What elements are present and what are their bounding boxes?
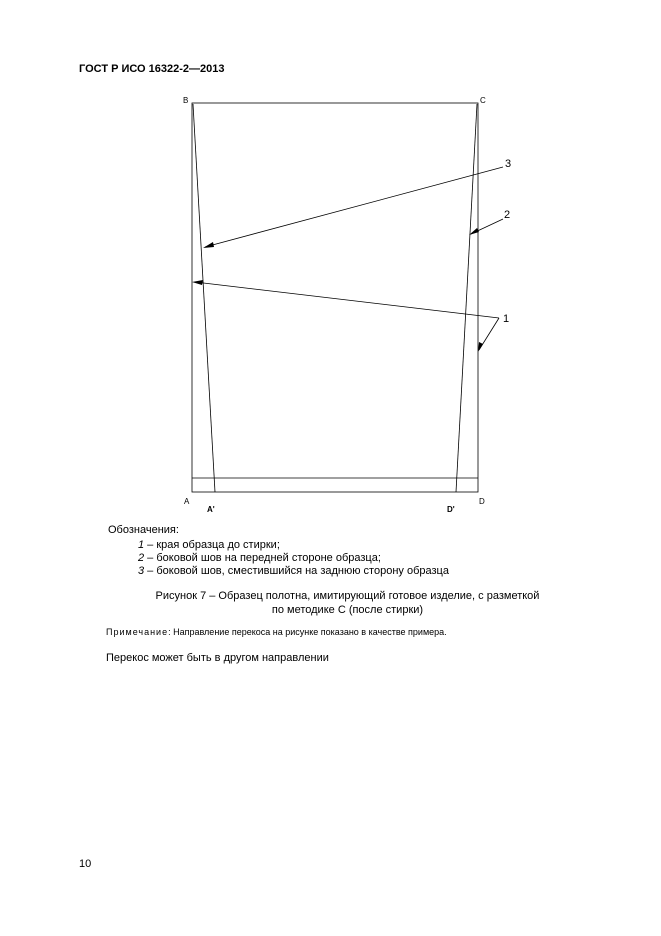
legend-item-text: – края образца до стирки; bbox=[144, 539, 280, 551]
arrowhead-1b bbox=[478, 342, 483, 352]
leader-line-3 bbox=[205, 167, 503, 247]
legend-item-number: 2 bbox=[138, 552, 145, 564]
corner-label-a: A bbox=[184, 497, 190, 506]
right-seam-line bbox=[456, 104, 477, 492]
document-header: ГОСТ Р ИСО 16322-2—2013 bbox=[79, 63, 225, 75]
legend-item-text: – боковой шов, сместившийся на заднюю сторону образца bbox=[144, 565, 449, 577]
note bbox=[106, 627, 447, 637]
page-number: 10 bbox=[79, 858, 92, 870]
label-d-prime: D' bbox=[447, 505, 455, 514]
arrowhead-3 bbox=[203, 242, 214, 248]
leader-line-1a bbox=[195, 282, 499, 318]
caption-line-2: по методике С (после стирки) bbox=[271, 604, 424, 616]
legend-item-number: 3 bbox=[138, 565, 145, 577]
label-a-prime: A' bbox=[207, 505, 215, 514]
corner-label-d: D bbox=[479, 497, 485, 506]
arrowhead-1a bbox=[192, 280, 203, 285]
figure-caption bbox=[150, 589, 545, 617]
callout-1: 1 bbox=[503, 313, 510, 325]
legend-item bbox=[138, 565, 449, 577]
callout-3: 3 bbox=[505, 158, 512, 170]
corner-label-c: C bbox=[480, 96, 486, 105]
legend-item bbox=[138, 539, 280, 551]
legend-item-number: 1 bbox=[138, 539, 145, 551]
caption-line-1: Рисунок 7 – Образец полотна, имитирующий готовое изделие, с разметкой bbox=[155, 590, 540, 602]
callout-2: 2 bbox=[504, 209, 511, 221]
left-seam-line bbox=[193, 104, 215, 492]
note-label: Примечание bbox=[106, 627, 169, 637]
legend-title: Обозначения: bbox=[108, 524, 179, 536]
note-text: : Направление перекоса на рисунке показано в качестве примера. bbox=[168, 627, 447, 637]
corner-label-b: B bbox=[183, 96, 189, 105]
remark-text: Перекос может быть в другом направлении bbox=[106, 652, 329, 664]
legend-item bbox=[138, 552, 381, 564]
legend-item-text: – боковой шов на передней стороне образца; bbox=[144, 552, 381, 564]
sample-outline bbox=[192, 103, 478, 492]
